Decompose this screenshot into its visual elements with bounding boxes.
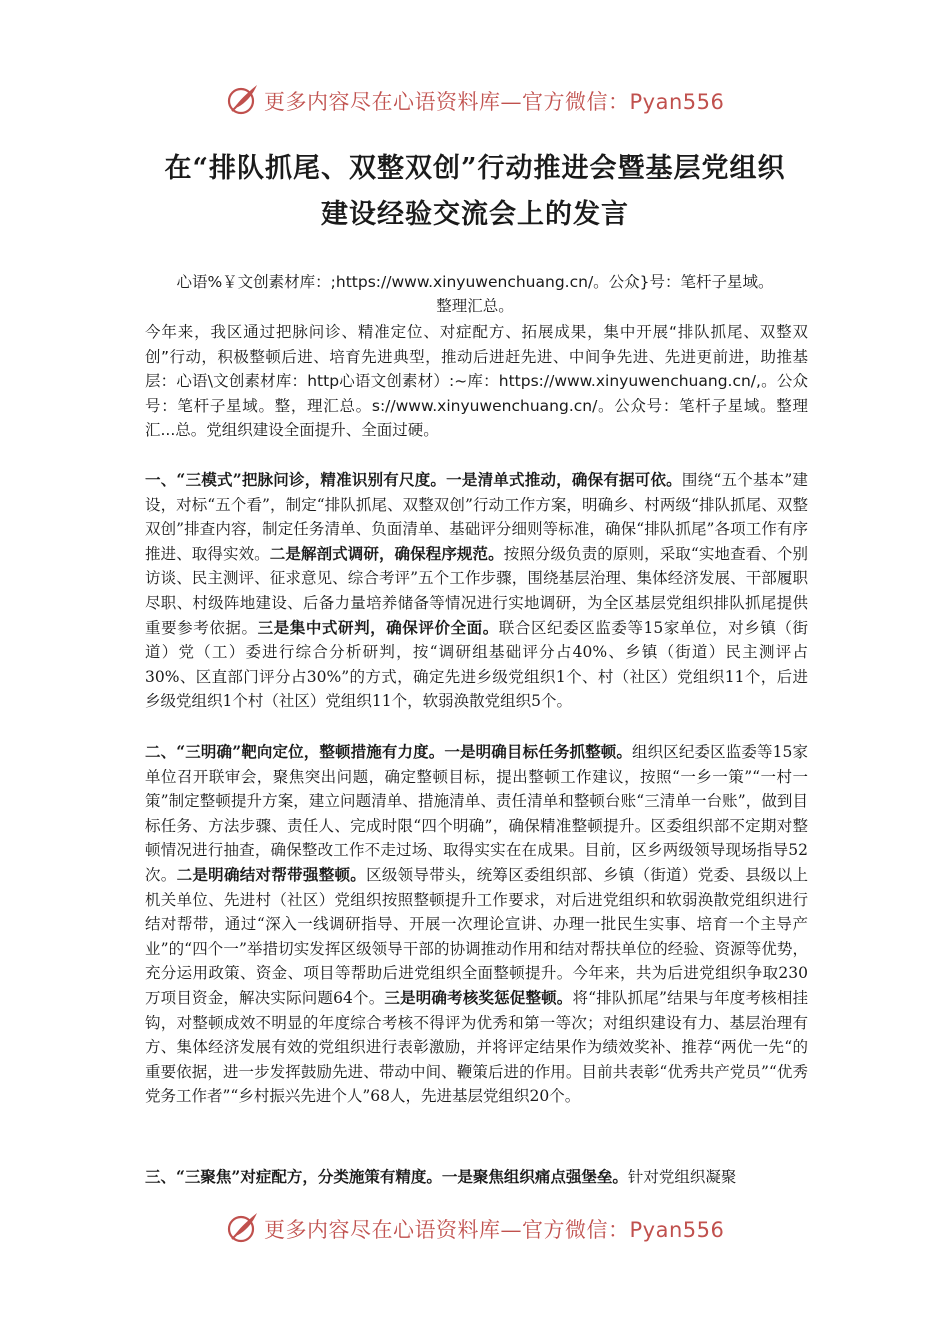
banner-text: 更多内容尽在心语资料库—官方微信：Pyan556 — [264, 90, 725, 114]
section-heading: 三、“三聚焦”对症配方，分类施策有精度。 — [145, 1167, 442, 1186]
point-heading: 三是集中式研判，确保评价全面。 — [257, 617, 499, 637]
section-heading: 二、“三明确”靶向定位，整顿措施有力度。 — [145, 742, 445, 761]
banner-handle: Pyan556 — [629, 1218, 725, 1242]
source-note-line-2: 整理汇总。 — [436, 297, 514, 315]
source-note — [120, 270, 830, 318]
banner-text: 更多内容尽在心语资料库—官方微信：Pyan556 — [264, 1218, 725, 1242]
point-text: 联合区纪委区监委等15家单位，对乡镇（街道）党（工）委进行综合分析研判，按“调研组基础评分占40%、乡镇（街道）民主测评占30%、区直部门评分占30%”的方式，确定先进乡级党组织1个、村（社区）党组织11个，后进乡级党组织1个村（社区）党组织11个，软弱涣散党组织5个。 — [145, 618, 808, 711]
point-heading: 二是解剖式调研，确保程序规范。 — [269, 543, 504, 563]
point-heading: 三是明确考核奖惩促整顿。 — [384, 987, 573, 1007]
source-note-line-1: 心语%￥文创素材库：;https://www.xinyuwenchuang.cn/。公众}号：笔杆子星域。 — [176, 273, 774, 291]
title-line-2: 建设经验交流会上的发言 — [321, 199, 629, 230]
point-text: 将“排队抓尾”结果与年度考核相挂钩，对整顿成效不明显的年度综合考核不得评为优秀和第一等次；对组织建设有力、基层治理有方、集体经济发展有效的党组织进行表彰激励，并将评定结果作为绩效奖补、推荐“两优一先“的重要依据，进一步发挥鼓励先进、带动中间、鞭策后进的作用。目前共表彰“优秀共产党员”“优秀党务工作者”“乡村振兴先进个人”68人，先进基层党组织20个。 — [145, 988, 808, 1106]
quill-logo-icon — [226, 82, 260, 116]
point-heading: 一是清单式推动，确保有据可依。 — [446, 470, 682, 489]
header-banner — [0, 78, 950, 122]
section-1 — [145, 468, 808, 714]
section-heading: 一、“三模式”把脉问诊，精准识别有尺度。 — [145, 470, 447, 489]
page-title — [100, 146, 850, 238]
point-text: 针对党组织凝聚 — [627, 1168, 737, 1186]
point-text: 按照分级负责的原则，采取“实地查看、个别访谈、民主测评、征求意见、综合考评”五个工作步骤，围绕基层治理、集体经济发展、干部履职尽职、村级阵地建设、后备力量培养储备等情况进行实地调研，为全区基层党组织排队抓尾提供重要参考依据。 — [145, 544, 808, 637]
footer-banner — [0, 1206, 950, 1250]
banner-handle: Pyan556 — [629, 90, 725, 114]
title-line-1: 在“排队抓尾、双整双创”行动推进会暨基层党组织 — [164, 153, 786, 184]
section-2 — [145, 740, 808, 1109]
point-heading: 一是明确目标任务抓整顿。 — [444, 742, 632, 761]
point-text: 组织区纪委区监委等15家单位召开联审会，聚焦突出问题，确定整顿目标，提出整顿工作建议，按照“一乡一策”“一村一策”制定整顿提升方案，建立问题清单、措施清单、责任清单和整顿台账“三清单一台账”，做到目标任务、方法步骤、责任人、完成时限“四个明确”，确保精准整顿提升。区委组织部不定期对整顿情况进行抽查，确保整改工作不走过场、取得实实在在成果。目前，区乡两级领导现场指导52次。 — [145, 743, 808, 884]
intro-paragraph: 今年来，我区通过把脉问诊、精准定位、对症配方、拓展成果，集中开展“排队抓尾、双整双创”行动，积极整顿后进、培育先进典型，推动后进赶先进、中间争先进、先进更前进，助推基层：心语\文创素材库：http心语文创素材）:~库：https://www.xinyuwenchuang.cn/,。公众号：笔杆子星域。整，理汇总。s://www.xinyuwenchuang.cn/。公众号：笔杆子星域。整理汇...总。党组织建设全面提升、全面过硬。 — [145, 323, 808, 439]
point-heading: 二是明确结对帮带强整顿。 — [176, 864, 367, 884]
point-heading: 一是聚焦组织痛点强堡垒。 — [441, 1167, 628, 1186]
section-3 — [145, 1165, 808, 1190]
point-text: 区级领导带头，统筹区委组织部、乡镇（街道）党委、县级以上机关单位、先进村（社区）党组织按照整顿提升工作要求，对后进党组织和软弱涣散党组织进行结对帮带，通过“深入一线调研指导、开展一次理论宣讲、办理一批民生实事、培育一个主导产业”的“四个一”举措切实发挥区级领导干部的协调推动作用和结对帮扶单位的经验、资源等优势，充分运用政策、资金、项目等帮助后进党组织全面整顿提升。今年来，共为后进党组织争取230万项目资金，解决实际问题64个。 — [145, 865, 808, 1007]
quill-logo-icon — [226, 1210, 260, 1244]
point-text: 围绕“五个基本”建设，对标“五个看”，制定“排队抓尾、双整双创”行动工作方案，明确乡、村两级“排队抓尾、双整双创”排查内容，制定任务清单、负面清单、基础评分细则等标准，确保“排队抓尾”各项工作有序推进、取得实效。 — [145, 471, 808, 563]
